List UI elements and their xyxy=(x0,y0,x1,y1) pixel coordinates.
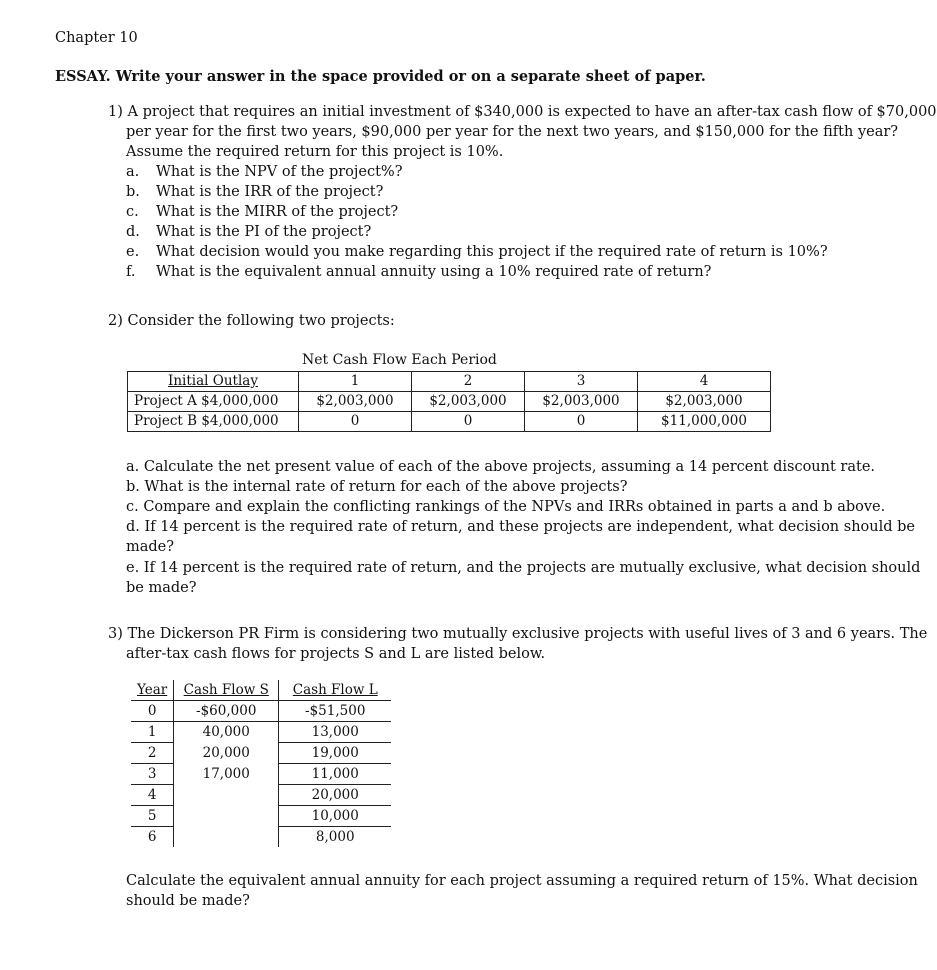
q2-intro: 2) Consider the following two projects: xyxy=(108,313,395,329)
table-cell: 20,000 xyxy=(174,743,279,764)
q2-part-c: c. Compare and explain the conflicting rankings of the NPVs and IRRs obtained in parts a and b above. xyxy=(126,499,886,515)
table-cell: 20,000 xyxy=(279,785,392,806)
header-period-3: 3 xyxy=(525,372,638,392)
table-row xyxy=(131,827,391,848)
header-period-1: 1 xyxy=(299,372,412,392)
table-cell: Project B $4,000,000 xyxy=(128,412,299,432)
table-row xyxy=(131,701,391,722)
table-row xyxy=(131,764,391,785)
q2-table-title: Net Cash Flow Each Period xyxy=(302,352,497,368)
header-initial-outlay: Initial Outlay xyxy=(128,372,299,392)
table-row xyxy=(131,743,391,764)
table-cell: $2,003,000 xyxy=(525,392,638,412)
q2-part-e-cont: be made? xyxy=(126,580,197,596)
q1-line-3: Assume the required return for this project is 10%. xyxy=(126,144,504,160)
table-row xyxy=(131,722,391,743)
table-cell: 13,000 xyxy=(279,722,392,743)
q1-part-b: b. What is the IRR of the project? xyxy=(126,184,384,200)
table-header-row xyxy=(131,680,391,701)
essay-heading: ESSAY. Write your answer in the space provided or on a separate sheet of paper. xyxy=(55,68,706,85)
table-cell: 8,000 xyxy=(315,829,355,845)
header-cash-flow-s: Cash Flow S xyxy=(174,680,279,701)
q1-part-c: c. What is the MIRR of the project? xyxy=(126,204,399,220)
table-cell: 10,000 xyxy=(279,806,392,827)
table-cell: 40,000 xyxy=(174,722,279,743)
q2-part-b: b. What is the internal rate of return for each of the above projects? xyxy=(126,479,628,495)
q3-line-1: 3) The Dickerson PR Firm is considering two mutually exclusive projects with useful lives of 3 and 6 years. The xyxy=(108,626,928,642)
table-row xyxy=(131,785,391,806)
table-row xyxy=(128,392,771,412)
table-cell: 4 xyxy=(131,785,174,806)
table-row xyxy=(128,412,771,432)
table-cell: -$60,000 xyxy=(174,701,279,722)
table-cell xyxy=(174,827,279,848)
q2-part-d: d. If 14 percent is the required rate of return, and these projects are independent, what decision should be xyxy=(126,519,915,535)
table-cell: $2,003,000 xyxy=(299,392,412,412)
table-cell: $2,003,000 xyxy=(412,392,525,412)
q1-part-d: d. What is the PI of the project? xyxy=(126,224,372,240)
q1-line-2: per year for the first two years, $90,000 per year for the next two years, and $150,000 for the fifth year? xyxy=(126,124,899,140)
table-cell: 17,000 xyxy=(174,764,279,785)
table-cell: 0 xyxy=(131,701,174,722)
q1-line-1: 1) A project that requires an initial investment of $340,000 is expected to have an after-tax cash flow of $70,000 xyxy=(108,104,937,120)
q3-cash-flow-table xyxy=(131,680,391,847)
table-cell: -$51,500 xyxy=(279,701,392,722)
q1-part-f: f. What is the equivalent annual annuity using a 10% required rate of return? xyxy=(126,264,712,280)
header-cash-flow-l: Cash Flow L xyxy=(279,680,392,701)
q3-line-2: after-tax cash flows for projects S and L are listed below. xyxy=(126,646,546,662)
table-cell: 6 xyxy=(131,827,174,848)
table-cell: 1 xyxy=(131,722,174,743)
table-header-row xyxy=(128,372,771,392)
q2-cash-flow-table xyxy=(127,371,771,432)
table-cell: Project A $4,000,000 xyxy=(128,392,299,412)
table-row xyxy=(131,806,391,827)
q2-part-a: a. Calculate the net present value of each of the above projects, assuming a 14 percent discount rate. xyxy=(126,459,876,475)
table-cell: 0 xyxy=(412,412,525,432)
table-cell: 0 xyxy=(299,412,412,432)
table-cell: 0 xyxy=(525,412,638,432)
header-period-4: 4 xyxy=(638,372,771,392)
q1-part-a: a. What is the NPV of the project%? xyxy=(126,164,403,180)
header-year: Year xyxy=(131,680,174,701)
table-cell: 19,000 xyxy=(279,743,392,764)
q3-closing-line-2: should be made? xyxy=(126,893,250,909)
table-cell xyxy=(174,806,279,827)
table-cell: 11,000 xyxy=(279,764,392,785)
table-cell: 2 xyxy=(131,743,174,764)
table-cell: 5 xyxy=(131,806,174,827)
q2-part-e: e. If 14 percent is the required rate of return, and the projects are mutually exclusive, what decision should xyxy=(126,560,921,576)
table-cell: 3 xyxy=(131,764,174,785)
q1-part-e: e. What decision would you make regarding this project if the required rate of return is 10%? xyxy=(126,244,828,260)
header-period-2: 2 xyxy=(412,372,525,392)
table-cell xyxy=(174,785,279,806)
chapter-label: Chapter 10 xyxy=(55,30,138,46)
q2-part-d-cont: made? xyxy=(126,539,175,555)
table-cell: $11,000,000 xyxy=(638,412,771,432)
q3-closing-line-1: Calculate the equivalent annual annuity for each project assuming a required return of 15%. What decision xyxy=(126,873,918,889)
table-cell: $2,003,000 xyxy=(638,392,771,412)
